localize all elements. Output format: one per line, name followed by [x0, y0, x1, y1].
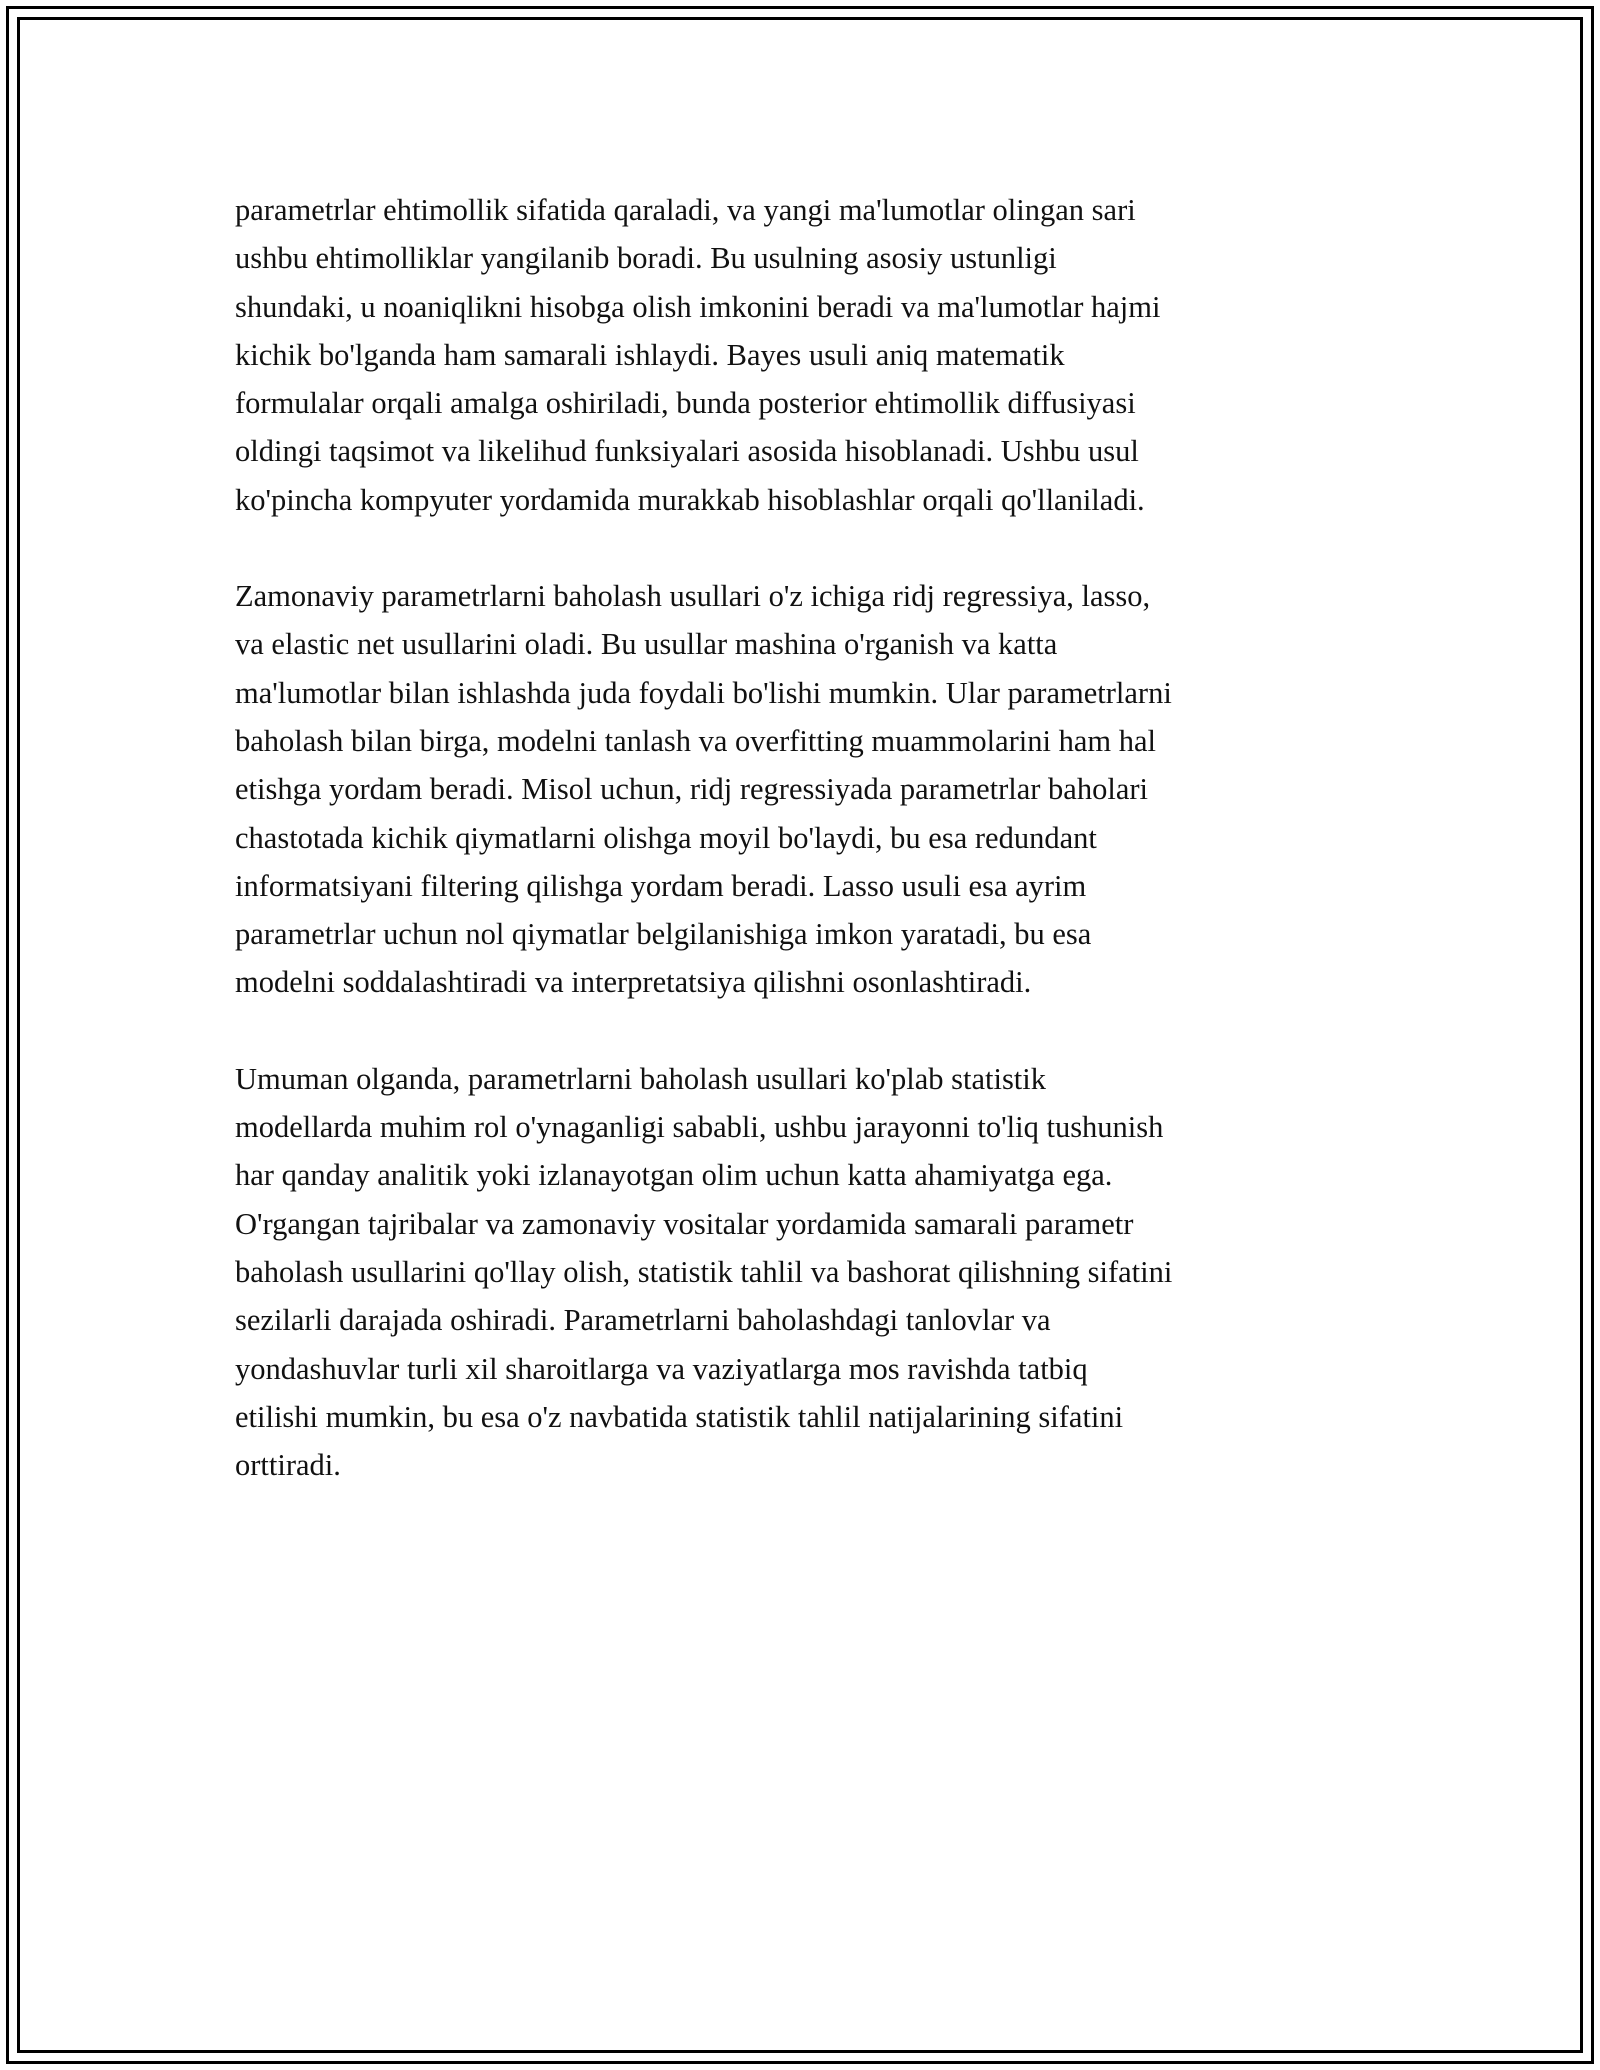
paragraph-bayes-method: parametrlar ehtimollik sifatida qaraladi, va yangi ma'lumotlar olingan sari ushbu ehtimolliklar yangilanib boradi. Bu usulning asosiy ustunligi shundaki, u noaniqlikni hisobga olish imkonini beradi va ma'lumotlar hajmi kichik bo'lganda ham samarali ishlaydi. Bayes usuli aniq matematik formulalar orqali amalga oshiriladi, bunda posterior ehtimollik diffusiyasi oldingi taqsimot va likelihud funksiyalari asosida hisoblanadi. Ushbu usul ko'pincha kompyuter yordamida murakkab hisoblashlar orqali qo'llaniladi.: [235, 193, 1161, 517]
document-body: [235, 186, 1385, 1537]
paragraph-conclusion: Umuman olganda, parametrlarni baholash usullari ko'plab statistik modellarda muhim rol o'ynaganligi sababli, ushbu jarayonni to'liq tushunish har qanday analitik yoki izlanayotgan olim uchun katta ahamiyatga ega. O'rgangan tajribalar va zamonaviy vositalar yordamida samarali parametr baholash usullarini qo'llay olish, statistik tahlil va bashorat qilishning sifatini sezilarli darajada oshiradi. Parametrlarni baholashdagi tanlovlar va yondashuvlar turli xil sharoitlarga va vaziyatlarga mos ravishda tatbiq etilishi mumkin, bu esa o'z navbatida statistik tahlil natijalarining sifatini orttiradi.: [235, 1061, 1173, 1483]
paragraph-modern-methods: Zamonaviy parametrlarni baholash usullari o'z ichiga ridj regressiya, lasso, va elastic net usullarini oladi. Bu usullar mashina o'rganish va katta ma'lumotlar bilan ishlashda juda foydali bo'lishi mumkin. Ular parametrlarni baholash bilan birga, modelni tanlash va overfitting muammolarini ham hal etishga yordam beradi. Misol uchun, ridj regressiyada parametrlar baholari chastotada kichik qiymatlarni olishga moyil bo'laydi, bu esa redundant informatsiyani filtering qilishga yordam beradi. Lasso usuli esa ayrim parametrlar uchun nol qiymatlar belgilanishiga imkon yaratadi, bu esa modelni soddalashtiradi va interpretatsiya qilishni osonlashtiradi.: [235, 579, 1172, 1000]
